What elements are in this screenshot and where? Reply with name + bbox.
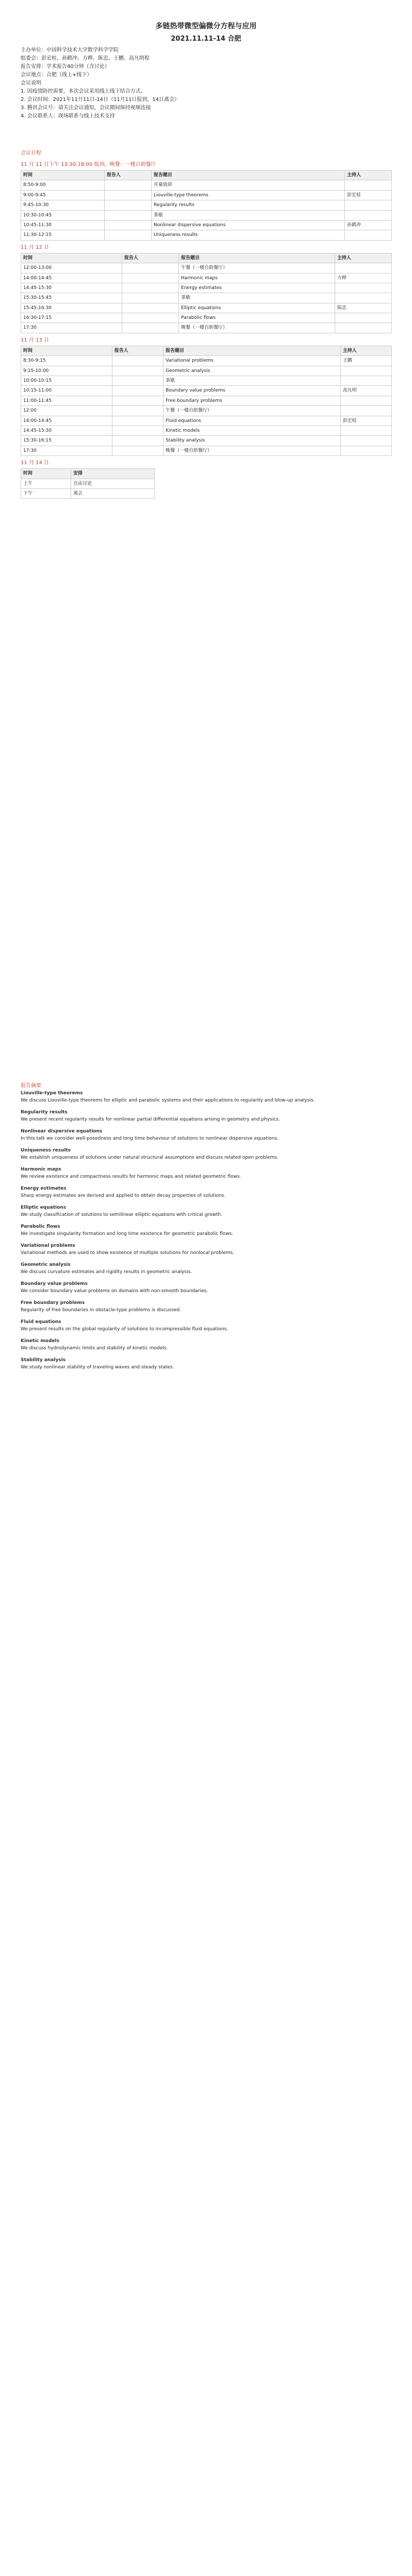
abstract-item — [21, 1166, 392, 1180]
cell: 自由讨论 — [71, 479, 155, 488]
abstract-title: Stability analysis — [21, 1358, 66, 1363]
table-row — [21, 283, 392, 293]
intro-line: 会议地点：合肥（线上+线下） — [21, 72, 92, 78]
table-row — [21, 436, 392, 446]
cell — [340, 396, 391, 405]
cell: 14:45-15:30 — [21, 426, 112, 435]
cell: 8:30-9:15 — [21, 356, 112, 366]
cell — [335, 283, 391, 293]
table-row — [21, 323, 392, 333]
cell: 10:45-11:30 — [21, 220, 105, 230]
abstract-title: Fluid equations — [21, 1319, 61, 1325]
cell: 10:00-10:15 — [21, 376, 112, 386]
abstract-text: We investigate singularity formation and long time existence for geometric parabolic flows. — [21, 1231, 234, 1236]
table-row — [21, 263, 392, 273]
abstract-item — [21, 1300, 392, 1314]
cell — [122, 293, 179, 303]
cell — [335, 323, 391, 333]
cell — [105, 200, 152, 210]
abstract-item — [21, 1090, 392, 1104]
cell: 11:30-12:15 — [21, 230, 105, 240]
cell: Free boundary problems — [163, 396, 341, 405]
cell: 孙鹤冲 — [344, 220, 391, 230]
col-chair: 主持人 — [344, 171, 391, 180]
abstract-text: We present results on the global regularity of solutions to incompressible fluid equations. — [21, 1326, 228, 1332]
cell — [112, 406, 163, 416]
col-title: 报告题目 — [151, 171, 344, 180]
cell: 茶歇 — [151, 210, 344, 220]
cell — [344, 180, 391, 190]
cell — [112, 416, 163, 426]
table-row — [21, 210, 392, 220]
cell — [112, 436, 163, 446]
abstract-item — [21, 1338, 392, 1352]
intro-line: 主办单位：中国科学技术大学数学科学学院 — [21, 47, 119, 53]
table-row — [21, 313, 392, 323]
schedule-section — [21, 149, 392, 499]
intro-line: 2. 会议时间：2021年11月11日-14日（11月11日报到，14日离会） — [21, 97, 180, 103]
abstract-item — [21, 1262, 392, 1276]
cell: 8:50-9:00 — [21, 180, 105, 190]
table-row — [21, 180, 392, 190]
cell: 15:30-15:45 — [21, 293, 122, 303]
cell — [344, 210, 391, 220]
day1-table — [21, 170, 392, 241]
cell — [122, 283, 179, 293]
abstract-text: We study classification of solutions to semilinear elliptic equations with critical growth. — [21, 1212, 223, 1217]
cell — [340, 446, 391, 455]
cell — [105, 220, 152, 230]
cell: 彭宏桂 — [344, 190, 391, 200]
abstract-text: We consider boundary value problems on domains with non-smooth boundaries. — [21, 1288, 208, 1294]
cell: 17:30 — [21, 323, 122, 333]
cell — [105, 230, 152, 240]
cell: Boundary value problems — [163, 386, 341, 396]
abstract-item — [21, 1243, 392, 1257]
cell — [335, 293, 391, 303]
abstract-item — [21, 1185, 392, 1199]
abstract-text: We establish uniqueness of solutions under natural structural assumptions and discuss related open problems. — [21, 1155, 278, 1160]
cell: Geometric analysis — [163, 366, 341, 376]
abstract-title: Boundary value problems — [21, 1281, 88, 1286]
col-chair: 主持人 — [340, 346, 391, 355]
cell: 12:00 — [21, 406, 112, 416]
abstract-text: In this talk we consider well-posedness and long time behaviour of solutions to nonlinear dispersive equations. — [21, 1136, 279, 1141]
abstracts-label: 报告摘要 — [21, 1083, 41, 1089]
abstract-text: We review existence and compactness results for harmonic maps and related geometric flows. — [21, 1174, 241, 1179]
table-row — [21, 488, 155, 498]
abstract-text: Sharp energy estimates are derived and applied to obtain decay properties of solutions. — [21, 1193, 226, 1198]
abstract-text: Variational methods are used to show existence of multiple solutions for nonlocal problems. — [21, 1250, 235, 1256]
cell — [340, 406, 391, 416]
cell — [340, 376, 391, 386]
table-row — [21, 303, 392, 313]
abstract-item — [21, 1281, 392, 1295]
cell: 10:30-10:45 — [21, 210, 105, 220]
col-title: 报告题目 — [179, 253, 335, 263]
cell: 王鹏 — [340, 356, 391, 366]
cell: 14:00-14:45 — [21, 416, 112, 426]
cell — [122, 323, 179, 333]
cell: 午餐（一楼自助餐厅） — [163, 406, 341, 416]
abstract-title: Free boundary problems — [21, 1300, 85, 1306]
table-row — [21, 190, 392, 200]
abstract-item — [21, 1319, 392, 1333]
cell: 茶歇 — [163, 376, 341, 386]
cell — [105, 190, 152, 200]
abstract-item — [21, 1224, 392, 1238]
intro-section — [21, 46, 392, 121]
cell — [340, 426, 391, 435]
cell — [122, 273, 179, 283]
table-row — [21, 220, 392, 230]
cell: 11:00-11:45 — [21, 396, 112, 405]
intro-line: 报告安排：学术报告40分钟（含讨论） — [21, 64, 110, 70]
cell — [340, 366, 391, 376]
table-row — [21, 200, 392, 210]
abstract-title: Parabolic flows — [21, 1224, 60, 1229]
col-time: 时间 — [21, 469, 71, 479]
cell — [344, 200, 391, 210]
cell — [112, 376, 163, 386]
cell: 彭宏桂 — [340, 416, 391, 426]
cell — [122, 303, 179, 313]
abstract-text: We discuss Liouville-type theorems for elliptic and parabolic systems and their applications to regularity and blow-up analysis. — [21, 1097, 315, 1103]
cell — [112, 426, 163, 435]
cell — [105, 210, 152, 220]
cell: Elliptic equations — [179, 303, 335, 313]
cell — [112, 366, 163, 376]
abstract-title: Regularity results — [21, 1110, 68, 1115]
cell — [122, 313, 179, 323]
abstract-text: We discuss curvature estimates and rigidity results in geometric analysis. — [21, 1269, 192, 1275]
table-row — [21, 293, 392, 303]
table-row — [21, 406, 392, 416]
day4-table — [21, 468, 155, 499]
cell: 14:00-14:45 — [21, 273, 122, 283]
cell — [340, 436, 391, 446]
cell: 方晔 — [335, 273, 391, 283]
col-time: 时间 — [21, 171, 105, 180]
cell: 9:45-10:30 — [21, 200, 105, 210]
document-title: 多链热带微型偏微分方程与应用 — [155, 22, 257, 30]
cell — [335, 263, 391, 273]
abstracts-section — [21, 1082, 392, 1376]
col-title: 报告题目 — [163, 346, 341, 355]
cell: Variational problems — [163, 356, 341, 366]
cell: 晚餐（一楼自助餐厅） — [179, 323, 335, 333]
cell: 9:15-10:00 — [21, 366, 112, 376]
intro-line: 会议说明 — [21, 80, 41, 86]
schedule-label: 会议日程 — [21, 150, 41, 156]
abstract-title: Nonlinear dispersive equations — [21, 1129, 103, 1134]
cell: 9:00-9:45 — [21, 190, 105, 200]
table-row — [21, 396, 392, 405]
cell — [105, 180, 152, 190]
col-chair: 主持人 — [335, 253, 391, 263]
col-speaker: 报告人 — [122, 253, 179, 263]
cell: 离会 — [71, 488, 155, 498]
cell: Harmonic maps — [179, 273, 335, 283]
table-row — [21, 376, 392, 386]
cell — [112, 396, 163, 405]
cell: Regularity results — [151, 200, 344, 210]
abstract-text: We present recent regularity results for nonlinear partial differential equations arising in geometry and physics. — [21, 1116, 280, 1122]
cell — [112, 446, 163, 455]
cell: Nonlinear dispersive equations — [151, 220, 344, 230]
cell: 开幕致辞 — [151, 180, 344, 190]
cell — [112, 386, 163, 396]
abstract-title: Uniqueness results — [21, 1148, 71, 1153]
cell: 14:45-15:30 — [21, 283, 122, 293]
cell: Stability analysis — [163, 436, 341, 446]
cell — [344, 230, 391, 240]
abstract-text: We study nonlinear stability of traveling waves and steady states. — [21, 1364, 174, 1370]
table-row — [21, 386, 392, 396]
cell: 晚餐（一楼自助餐厅） — [163, 446, 341, 455]
abstract-title: Geometric analysis — [21, 1262, 71, 1267]
day2-label: 11 月 12 日 — [21, 244, 49, 250]
cell: Energy estimates — [179, 283, 335, 293]
abstract-title: Elliptic equations — [21, 1205, 67, 1210]
abstract-item — [21, 1109, 392, 1123]
intro-line: 4. 会议联系人：现场联系与线上技术支持 — [21, 113, 115, 119]
document-date-location: 2021.11.11-14 合肥 — [171, 35, 241, 43]
cell: 17:30 — [21, 446, 112, 455]
abstract-title: Kinetic models — [21, 1338, 59, 1344]
day3-table — [21, 346, 392, 456]
col-time: 时间 — [21, 253, 122, 263]
cell: 下午 — [21, 488, 71, 498]
cell: 高凡明 — [340, 386, 391, 396]
day4-label: 11 月 14 日 — [21, 460, 49, 466]
col-speaker: 报告人 — [112, 346, 163, 355]
day1-label: 11 月 11 日下午 13:30-18:00 报到，晚餐：一楼自助餐厅 — [21, 162, 156, 167]
abstract-title: Energy estimates — [21, 1186, 67, 1191]
table-row — [21, 356, 392, 366]
table-row — [21, 230, 392, 240]
day2-table — [21, 253, 392, 333]
table-row — [21, 426, 392, 435]
cell: Parabolic flows — [179, 313, 335, 323]
abstract-item — [21, 1205, 392, 1218]
day3-label: 11 月 13 日 — [21, 337, 49, 343]
cell: 上午 — [21, 479, 71, 488]
cell: Kinetic models — [163, 426, 341, 435]
cell — [335, 313, 391, 323]
intro-line: 组委会：彭宏桂、孙鹤冲、方晔、陈忠、王鹏、高凡明程 — [21, 56, 150, 61]
abstract-title: Variational problems — [21, 1243, 75, 1248]
cell: Uniqueness results — [151, 230, 344, 240]
document-header — [0, 21, 412, 43]
abstract-title: Harmonic maps — [21, 1167, 61, 1172]
intro-line: 1. 因疫情防控需要，本次会议采用线上线下结合方式。 — [21, 89, 146, 94]
cell: 午餐（一楼自助餐厅） — [179, 263, 335, 273]
cell: 15:45-16:30 — [21, 303, 122, 313]
table-row — [21, 416, 392, 426]
cell — [122, 263, 179, 273]
table-row — [21, 366, 392, 376]
abstract-title: Liouville-type theorems — [21, 1091, 83, 1096]
col-speaker: 报告人 — [105, 171, 152, 180]
cell — [112, 356, 163, 366]
cell: Liouville-type theorems — [151, 190, 344, 200]
abstract-item — [21, 1128, 392, 1142]
cell: 10:15-11:00 — [21, 386, 112, 396]
cell: 16:30-17:15 — [21, 313, 122, 323]
table-row — [21, 273, 392, 283]
table-row — [21, 479, 155, 488]
col-activity: 安排 — [71, 469, 155, 479]
intro-line: 3. 腾讯会议号：请关注会议通知，会议期间保持视频连接 — [21, 105, 151, 111]
cell: 12:00-13:00 — [21, 263, 122, 273]
abstract-item — [21, 1357, 392, 1371]
table-row — [21, 446, 392, 455]
cell: 茶歇 — [179, 293, 335, 303]
abstract-text: We discuss hydrodynamic limits and stability of kinetic models. — [21, 1345, 168, 1351]
col-time: 时间 — [21, 346, 112, 355]
abstract-item — [21, 1147, 392, 1161]
cell: Fluid equations — [163, 416, 341, 426]
abstract-text: Regularity of free boundaries in obstacle-type problems is discussed. — [21, 1307, 182, 1313]
cell: 15:30-16:15 — [21, 436, 112, 446]
cell: 陈忠 — [335, 303, 391, 313]
